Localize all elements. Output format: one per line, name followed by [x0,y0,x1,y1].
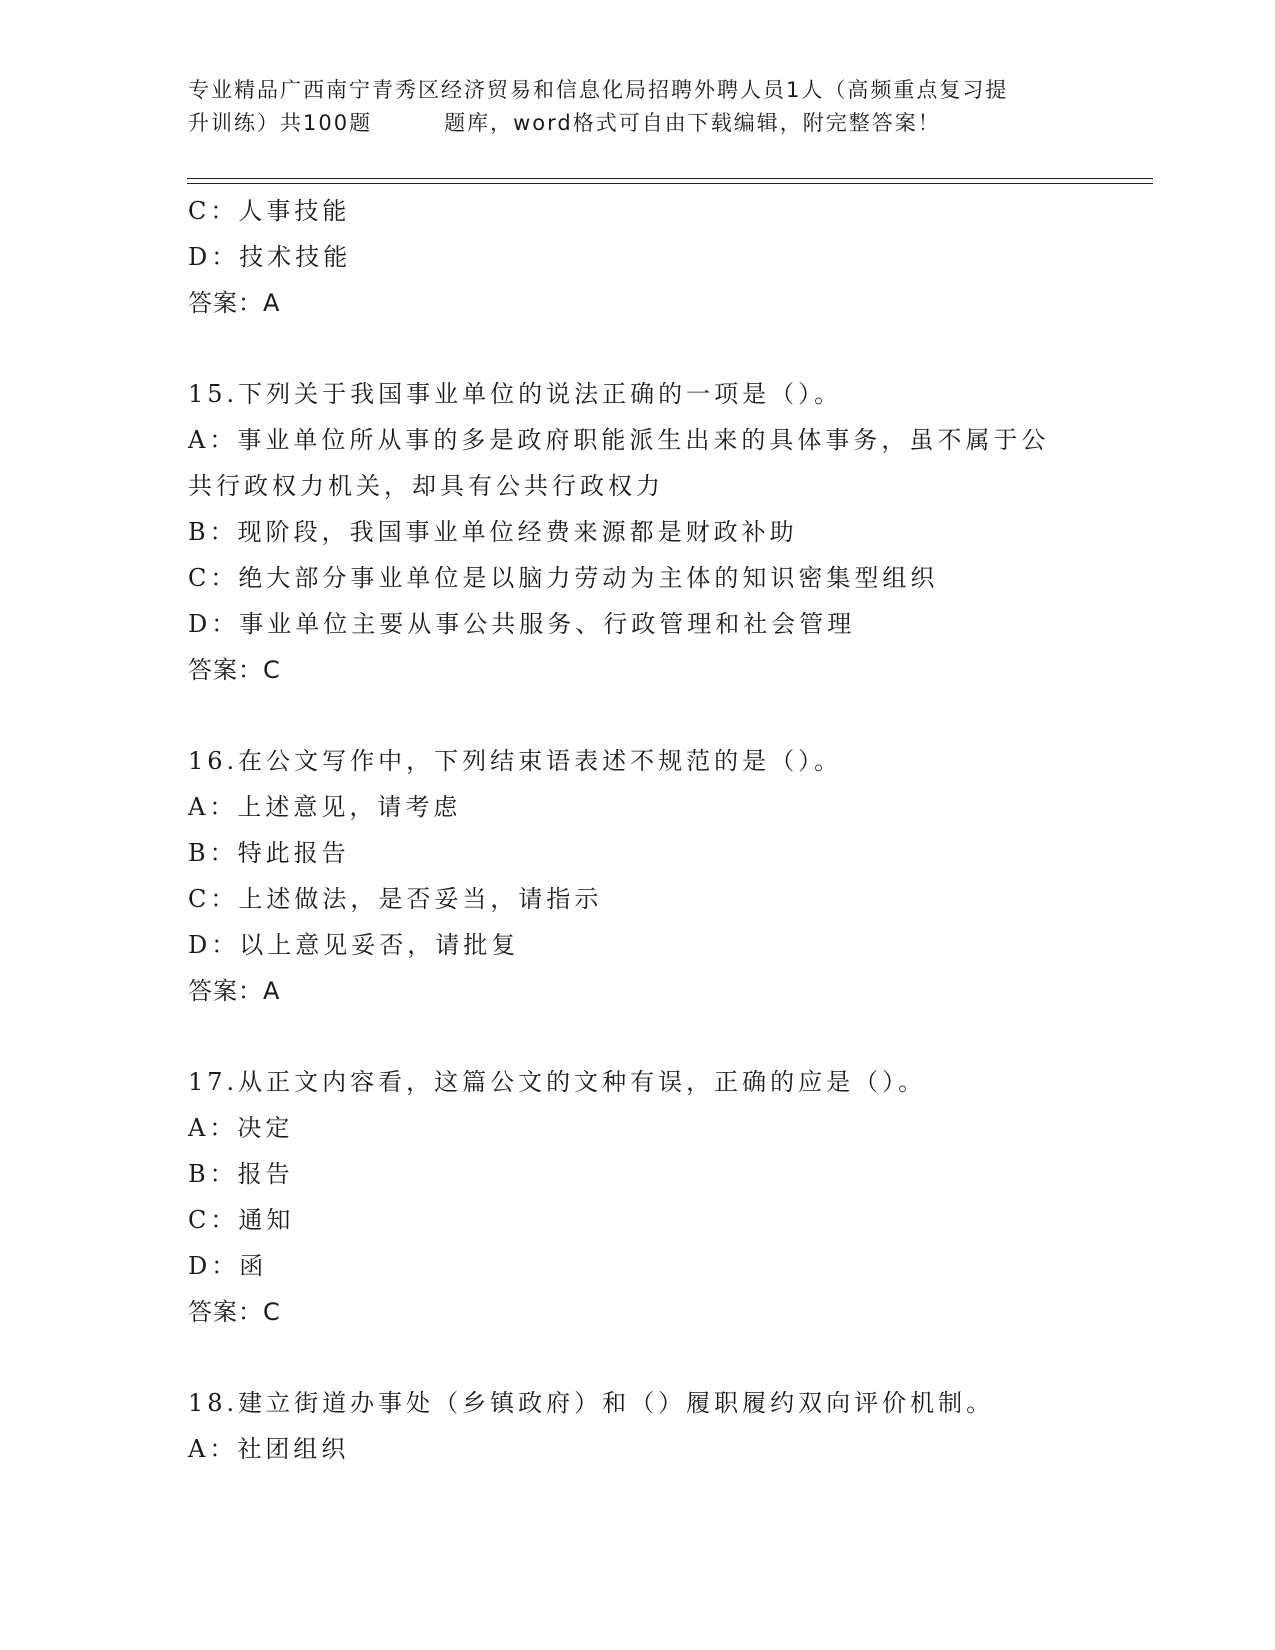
previous-question-tail [188,188,1088,326]
document-header [188,74,1088,140]
question-stem: 15.下列关于我国事业单位的说法正确的一项是（）。 [188,380,843,408]
option-c: C：绝大部分事业单位是以脑力劳动为主体的知识密集型组织 [188,564,939,592]
answer: 答案：A [188,289,281,317]
option-b: B：现阶段，我国事业单位经费来源都是财政补助 [188,518,798,546]
question-16 [188,738,1088,1014]
question-stem: 16.在公文写作中，下列结束语表述不规范的是（）。 [188,747,843,775]
option-a: A：事业单位所从事的多是政府职能派生出来的具体事务，虽不属于公 [188,426,1050,454]
question-stem: 17.从正文内容看，这篇公文的文种有误，正确的应是（）。 [188,1068,927,1096]
option-d: D：以上意见妥否，请批复 [188,931,520,959]
option-c: C：人事技能 [188,197,351,225]
header-line-2-part-1: 升训练）共100题 [188,111,373,135]
question-stem: 18.建立街道办事处（乡镇政府）和（）履职履约双向评价机制。 [188,1389,995,1417]
header-rule-top [187,178,1153,179]
option-b: B：报告 [188,1160,294,1188]
answer: 答案：C [188,656,281,684]
question-17 [188,1059,1088,1335]
header-rule-bottom [187,183,1153,184]
option-d: D：技术技能 [188,243,352,271]
option-a: A：社团组织 [188,1435,350,1463]
option-a-continued: 共行政权力机关，却具有公共行政权力 [188,472,664,500]
option-d: D：函 [188,1252,268,1280]
option-a: A：决定 [188,1114,294,1142]
option-d: D：事业单位主要从事公共服务、行政管理和社会管理 [188,610,856,638]
answer: 答案：C [188,1298,281,1326]
answer: 答案：A [188,977,281,1005]
option-c: C：上述做法，是否妥当，请指示 [188,885,603,913]
option-a: A：上述意见，请考虑 [188,793,462,821]
option-c: C：通知 [188,1206,295,1234]
question-18 [188,1380,1088,1472]
question-15 [188,371,1088,693]
header-line-2-part-2: 题库，word格式可自由下载编辑，附完整答案！ [444,111,941,135]
option-b: B：特此报告 [188,839,350,867]
header-line-1: 专业精品广西南宁青秀区经济贸易和信息化局招聘外聘人员1人（高频重点复习提 [188,78,1009,102]
document-body [188,188,1088,1472]
header-line-2 [188,107,1088,140]
